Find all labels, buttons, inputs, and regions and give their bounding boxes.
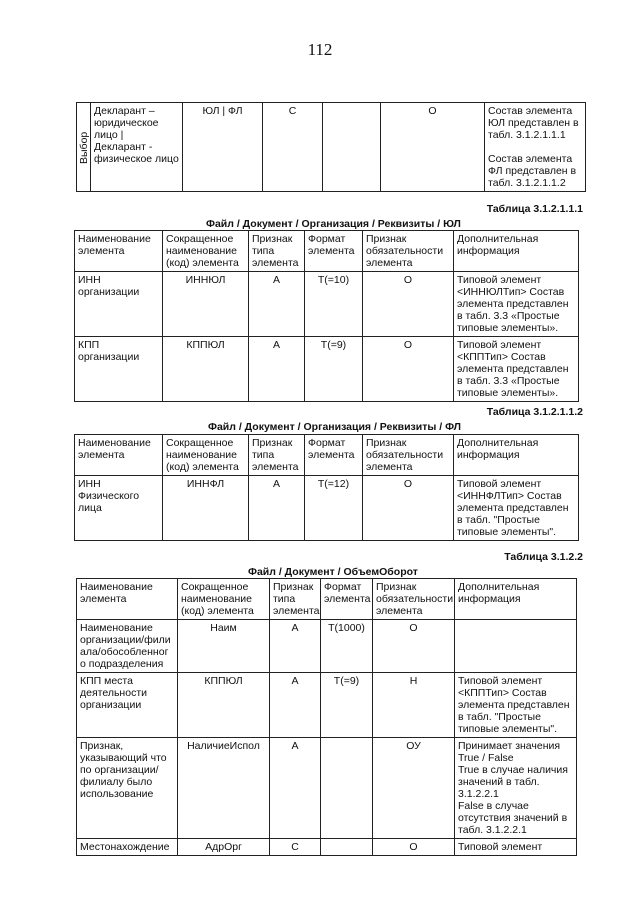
table-row xyxy=(77,620,577,673)
choice-format xyxy=(323,103,381,192)
cell-required: ОУ xyxy=(373,738,455,839)
table2 xyxy=(74,434,579,541)
cell-type: А xyxy=(270,738,321,839)
table-row xyxy=(77,673,577,738)
cell-format: Т(=12) xyxy=(305,476,363,541)
cell-format: Т(=9) xyxy=(305,337,363,402)
cell-required: О xyxy=(373,620,455,673)
cell-format xyxy=(321,738,373,839)
cell-name: КПП организации xyxy=(75,337,163,402)
table1-label: Таблица 3.1.2.1.1.1 xyxy=(486,203,583,215)
table3-label: Таблица 3.1.2.2 xyxy=(504,551,583,563)
cell-type: А xyxy=(249,476,305,541)
header-required: Признак обязательности элемента xyxy=(373,579,455,620)
header-name: Наименование элемента xyxy=(75,435,163,476)
header-type: Признак типа элемента xyxy=(249,231,305,272)
choice-required: О xyxy=(381,103,485,192)
header-code: Сокращенное наименование (код) элемента xyxy=(178,579,270,620)
cell-required: Н xyxy=(373,673,455,738)
cell-format xyxy=(321,839,373,856)
cell-required: О xyxy=(363,337,454,402)
table-row xyxy=(75,337,579,402)
cell-code: Наим xyxy=(178,620,270,673)
cell-code: АдрОрг xyxy=(178,839,270,856)
choice-type: С xyxy=(263,103,323,192)
table2-label: Таблица 3.1.2.1.1.2 xyxy=(486,406,583,418)
header-name: Наименование элемента xyxy=(75,231,163,272)
cell-type: А xyxy=(249,337,305,402)
cell-code: КППЮЛ xyxy=(163,337,249,402)
page-number: 112 xyxy=(307,40,333,59)
cell-type: А xyxy=(270,673,321,738)
cell-info: Типовой элемент <ИННЮЛТип> Состав элемента представлен в табл. 3.3 «Простые типовые элементы». xyxy=(454,272,579,337)
header-name: Наименование элемента xyxy=(77,579,178,620)
cell-name: ИНН Физического лица xyxy=(75,476,163,541)
header-required: Признак обязательности элемента xyxy=(363,435,454,476)
header-format: Формат элемента xyxy=(305,435,363,476)
table1-title: Файл / Документ / Организация / Реквизиты / ЮЛ xyxy=(206,218,461,230)
choice-info: Состав элемента ЮЛ представлен в табл. 3.1.2.1.1.1 Состав элемента ФЛ представлен в табл. 3.1.2.1.1.2 xyxy=(485,103,586,192)
choice-label: Выбор xyxy=(77,103,91,192)
cell-info xyxy=(455,620,577,673)
table-row xyxy=(77,839,577,856)
cell-required: О xyxy=(363,476,454,541)
header-info: Дополнительная информация xyxy=(455,579,577,620)
header-info: Дополнительная информация xyxy=(454,231,579,272)
cell-info: Принимает значения True / False True в случае наличия значений в табл. 3.1.2.2.1 False в случае отсутствия значений в табл. 3.1.2.2.1 xyxy=(455,738,577,839)
cell-type: А xyxy=(270,620,321,673)
choice-code: ЮЛ | ФЛ xyxy=(183,103,263,192)
table3-title: Файл / Документ / ОбъемОборот xyxy=(248,566,418,578)
header-code: Сокращенное наименование (код) элемента xyxy=(163,231,249,272)
cell-format: Т(=10) xyxy=(305,272,363,337)
cell-name: ИНН организации xyxy=(75,272,163,337)
cell-name: Признак, указывающий что по организации/ филиалу было использование xyxy=(77,738,178,839)
cell-info: Типовой элемент <КППТип> Состав элемента представлен в табл. "Простые типовые элементы". xyxy=(455,673,577,738)
table1 xyxy=(74,230,579,402)
cell-code: НаличиеИспол xyxy=(178,738,270,839)
choice-name: Декларант – юридическое лицо | Декларант - физическое лицо xyxy=(91,103,183,192)
cell-required: О xyxy=(373,839,455,856)
table-row xyxy=(75,272,579,337)
header-code: Сокращенное наименование (код) элемента xyxy=(163,435,249,476)
table3 xyxy=(76,578,577,856)
header-type: Признак типа элемента xyxy=(270,579,321,620)
cell-type: А xyxy=(249,272,305,337)
cell-required: О xyxy=(363,272,454,337)
header-required: Признак обязательности элемента xyxy=(363,231,454,272)
cell-info: Типовой элемент xyxy=(455,839,577,856)
cell-type: С xyxy=(270,839,321,856)
choice-table xyxy=(76,102,586,192)
cell-info: Типовой элемент <КППТип> Состав элемента представлен в табл. 3.3 «Простые типовые элементы». xyxy=(454,337,579,402)
cell-code: ИННЮЛ xyxy=(163,272,249,337)
cell-name: КПП места деятельности организации xyxy=(77,673,178,738)
cell-info: Типовой элемент <ИННФЛТип> Состав элемента представлен в табл. "Простые типовые элементы". xyxy=(454,476,579,541)
cell-code: КППЮЛ xyxy=(178,673,270,738)
cell-format: Т(=9) xyxy=(321,673,373,738)
header-info: Дополнительная информация xyxy=(454,435,579,476)
cell-name: Наименование организации/фили ала/обособленног о подразделения xyxy=(77,620,178,673)
cell-name: Местонахождение xyxy=(77,839,178,856)
header-type: Признак типа элемента xyxy=(249,435,305,476)
cell-format: Т(1000) xyxy=(321,620,373,673)
cell-code: ИННФЛ xyxy=(163,476,249,541)
table2-title: Файл / Документ / Организация / Реквизиты / ФЛ xyxy=(208,421,462,433)
table-row xyxy=(75,476,579,541)
table-row xyxy=(77,738,577,839)
header-format: Формат элемента xyxy=(321,579,373,620)
header-format: Формат элемента xyxy=(305,231,363,272)
